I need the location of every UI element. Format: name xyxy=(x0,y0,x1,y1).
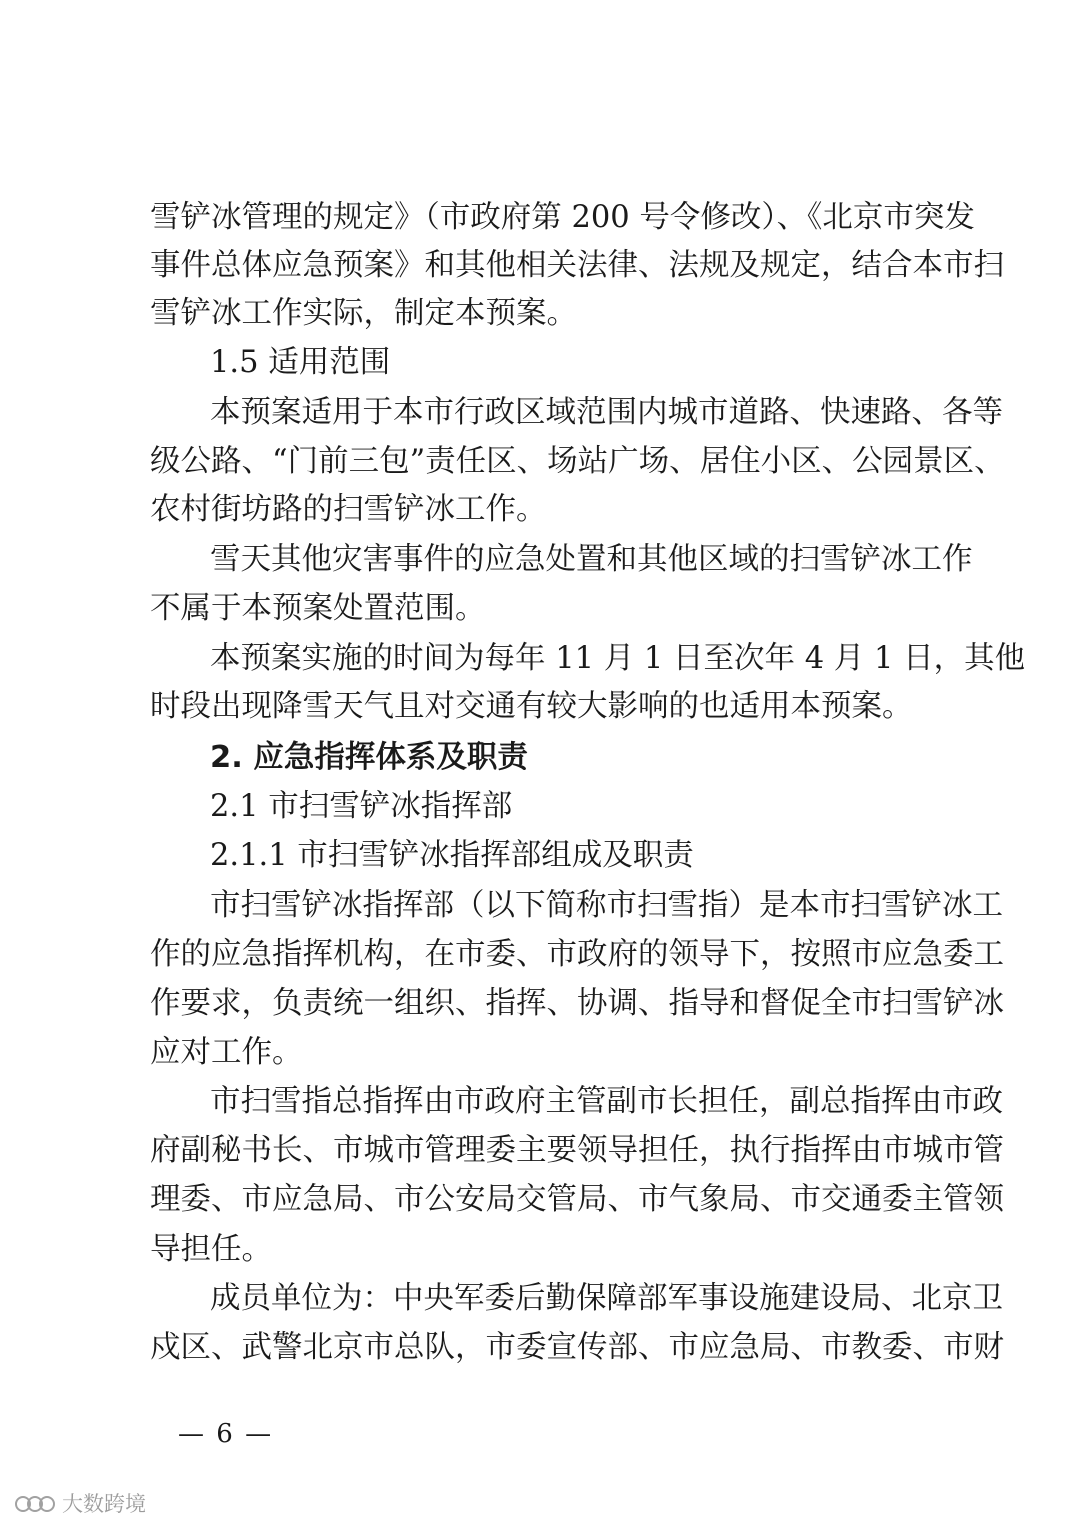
body-text-line: 不属于本预案处置范围。 xyxy=(150,591,486,626)
body-text-line: 本预案适用于本市行政区域范围内城市道路、快速路、各等 xyxy=(210,395,1003,430)
body-text-line: 本预案实施的时间为每年 11 月 1 日至次年 4 月 1 日，其他 xyxy=(210,641,1026,676)
body-text-line: 成员单位为：中央军委后勤保障部军事设施建设局、北京卫 xyxy=(210,1281,1003,1316)
body-text-line: 农村街坊路的扫雪铲冰工作。 xyxy=(150,492,547,527)
body-text-line: 时段出现降雪天气且对交通有较大影响的也适用本预案。 xyxy=(150,689,913,724)
body-text-line: 市扫雪铲冰指挥部（以下简称市扫雪指）是本市扫雪铲冰工 xyxy=(210,888,1003,923)
body-text-line: 雪天其他灾害事件的应急处置和其他区域的扫雪铲冰工作 xyxy=(210,542,973,577)
watermark-text: 大数跨境 xyxy=(62,1492,146,1516)
body-text-line: 应对工作。 xyxy=(150,1035,303,1070)
body-text-line: 市扫雪指总指挥由市政府主管副市长担任，副总指挥由市政 xyxy=(210,1084,1003,1119)
watermark-logo-icon xyxy=(14,1491,58,1517)
section-heading-2: 2. 应急指挥体系及职责 xyxy=(210,740,528,775)
section-heading-2-1-1: 2.1.1 市扫雪铲冰指挥部组成及职责 xyxy=(210,838,694,873)
body-text-line: 作的应急指挥机构，在市委、市政府的领导下，按照市应急委工 xyxy=(150,937,1004,972)
body-text-line: 雪铲冰工作实际，制定本预案。 xyxy=(150,296,577,331)
body-text-line: 作要求，负责统一组织、指挥、协调、指导和督促全市扫雪铲冰 xyxy=(150,986,1004,1021)
page-number: — 6 — xyxy=(178,1419,274,1449)
section-heading-1-5: 1.5 适用范围 xyxy=(210,345,391,380)
body-text-line: 事件总体应急预案》和其他相关法律、法规及规定，结合本市扫 xyxy=(150,248,1004,283)
body-text-line: 级公路、“门前三包”责任区、场站广场、居住小区、公园景区、 xyxy=(150,444,1005,479)
body-text-line: 戍区、武警北京市总队，市委宣传部、市应急局、市教委、市财 xyxy=(150,1330,1004,1365)
body-text-line: 理委、市应急局、市公安局交管局、市气象局、市交通委主管领 xyxy=(150,1182,1004,1217)
section-heading-2-1: 2.1 市扫雪铲冰指挥部 xyxy=(210,789,513,824)
body-text-line: 导担任。 xyxy=(150,1232,272,1267)
body-text-line: 雪铲冰管理的规定》（市政府第 200 号令修改）、《北京市突发 xyxy=(150,200,975,235)
watermark xyxy=(14,1491,146,1517)
body-text-line: 府副秘书长、市城市管理委主要领导担任，执行指挥由市城市管 xyxy=(150,1133,1004,1168)
